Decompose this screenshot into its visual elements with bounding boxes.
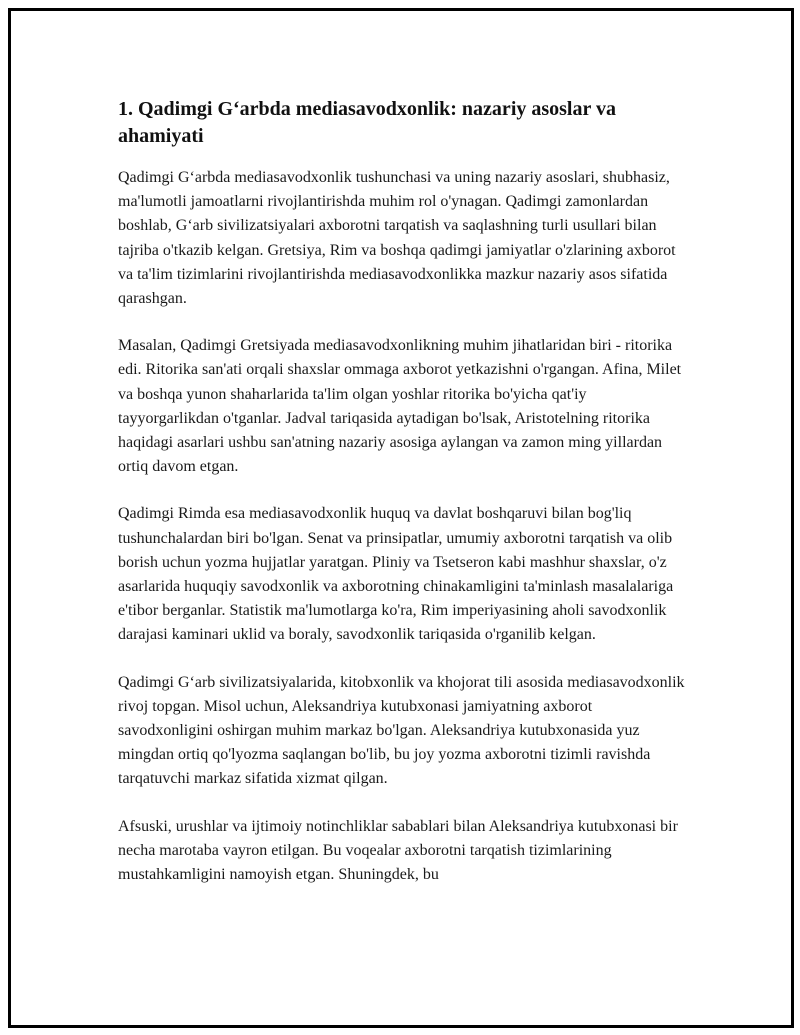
paragraph-4: Qadimgi G‘arb sivilizatsiyalarida, kitobxonlik va khojorat tili asosida mediasavodxonlik rivoj topgan. Misol uchun, Aleksandriya kutubxonasi jamiyatning axborot savodxonligini oshirgan muhim markaz bo'lgan. Aleksandriya kutubxonasida yuz mingdan ortiq qo'lyozma saqlangan bo'lib, bu joy yozma axborotni tizimli ravishda tarqatuvchi markaz sifatida xizmat qilgan. <box>118 673 685 788</box>
section-heading: 1. Qadimgi G‘arbda mediasavodxonlik: nazariy asoslar va ahamiyati <box>118 98 617 147</box>
document-body <box>118 96 690 910</box>
paragraph-3: Qadimgi Rimda esa mediasavodxonlik huquq va davlat boshqaruvi bilan bog'liq tushunchalardan biri bo'lgan. Senat va prinsipatlar, umumiy axborotni tarqatish va olib borish uchun yozma hujjatlar yaratgan. Pliniy va Tsetseron kabi mashhur shaxslar, o'z asarlarida huquqiy savodxonlik va axborotning chinakamligini ta'minlash masalalariga e'tibor berganlar. Statistik ma'lumotlarga ko'ra, Rim imperiyasining aholi savodxonlik darajasi kaminari uklid va boraly, savodxonlik tariqasida o'rganilib kelgan. <box>118 505 674 644</box>
paragraph-5: Afsuski, urushlar va ijtimoiy notinchliklar sabablari bilan Aleksandriya kutubxonasi bir necha marotaba vayron etilgan. Bu voqealar axborotni tarqatish tizimlarining mustahkamligini namoyish etgan. Shuningdek, bu <box>118 817 678 884</box>
paragraph-1: Qadimgi G‘arbda mediasavodxonlik tushunchasi va uning nazariy asoslari, shubhasiz, ma'lumotli jamoatlarni rivojlantirishda muhim rol o'ynagan. Qadimgi zamonlardan boshlab, G‘arb sivilizatsiyalari axborotni tarqatish va saqlashning turli usullari bilan tajriba o'tkazib kelgan. Gretsiya, Rim va boshqa qadimgi jamiyatlar o'zlarining axborot va ta'lim tizimlarini rivojlantirishda mediasavodxonlikka mazkur nazariy asos sifatida qarashgan. <box>118 169 676 308</box>
paragraph-2: Masalan, Qadimgi Gretsiyada mediasavodxonlikning muhim jihatlaridan biri - ritorika edi. Ritorika san'ati orqali shaxslar ommaga axborot yetkazishni o'rgangan. Afina, Milet va boshqa yunon shaharlarida ta'lim olgan yoshlar ritorika bo'yicha qat'iy tayyorgarlikdan o'tganlar. Jadval tariqasida aytadigan bo'lsak, Aristotelning ritorika haqidagi asarlari ushbu san'atning nazariy asosiga aylangan va zamon ming yillardan ortiq davom etgan. <box>118 337 682 476</box>
